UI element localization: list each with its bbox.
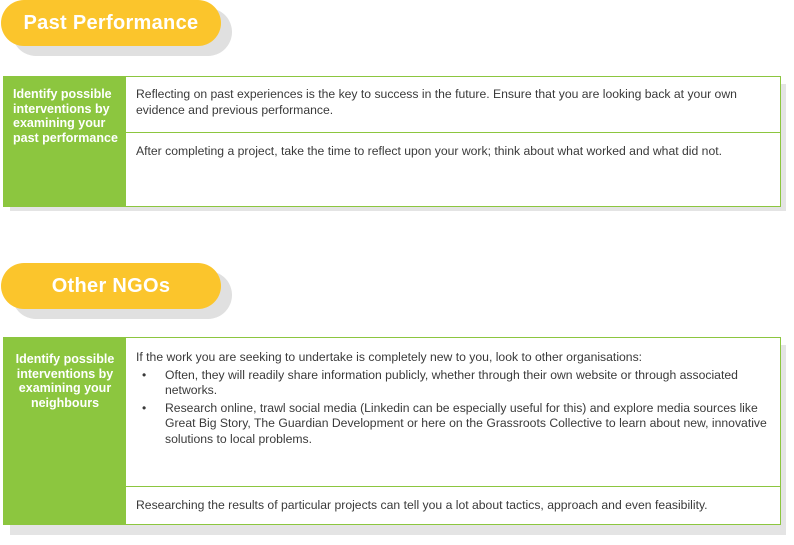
table-row: Reflecting on past experiences is the key to success in the future. Ensure that you are looking back at your own evidence and previous performance.: [136, 87, 737, 117]
bullet-icon: •: [142, 367, 147, 382]
bullet-list: [136, 368, 770, 448]
list-item: [136, 368, 770, 399]
table-row: After completing a project, take the time to reflect upon your work; think about what worked and what did not.: [126, 132, 780, 206]
bullet-icon: •: [142, 400, 147, 415]
intro-text: If the work you are seeking to undertake is completely new to you, look to other organisations:: [136, 350, 643, 364]
bullet-text: Research online, trawl social media (Linkedin can be especially useful for this) and explore media sources like Great Big Story, The Guardian Development or here on the Grassroots Collective to learn about new, innovative solutions to local problems.: [165, 400, 767, 446]
side-label: Identify possible interventions by examining your past performance: [4, 77, 126, 206]
section-title: Past Performance: [1, 0, 221, 46]
list-item: [136, 401, 770, 448]
bullet-text: Often, they will readily share information publicly, whether through their own website or through associated networks.: [165, 367, 738, 397]
table-row: Researching the results of particular projects can tell you a lot about tactics, approach and even feasibility.: [126, 486, 780, 524]
section-title: Other NGOs: [1, 263, 221, 309]
side-label: Identify possible interventions by examining your neighbours: [4, 338, 126, 524]
table-row: [126, 338, 780, 486]
